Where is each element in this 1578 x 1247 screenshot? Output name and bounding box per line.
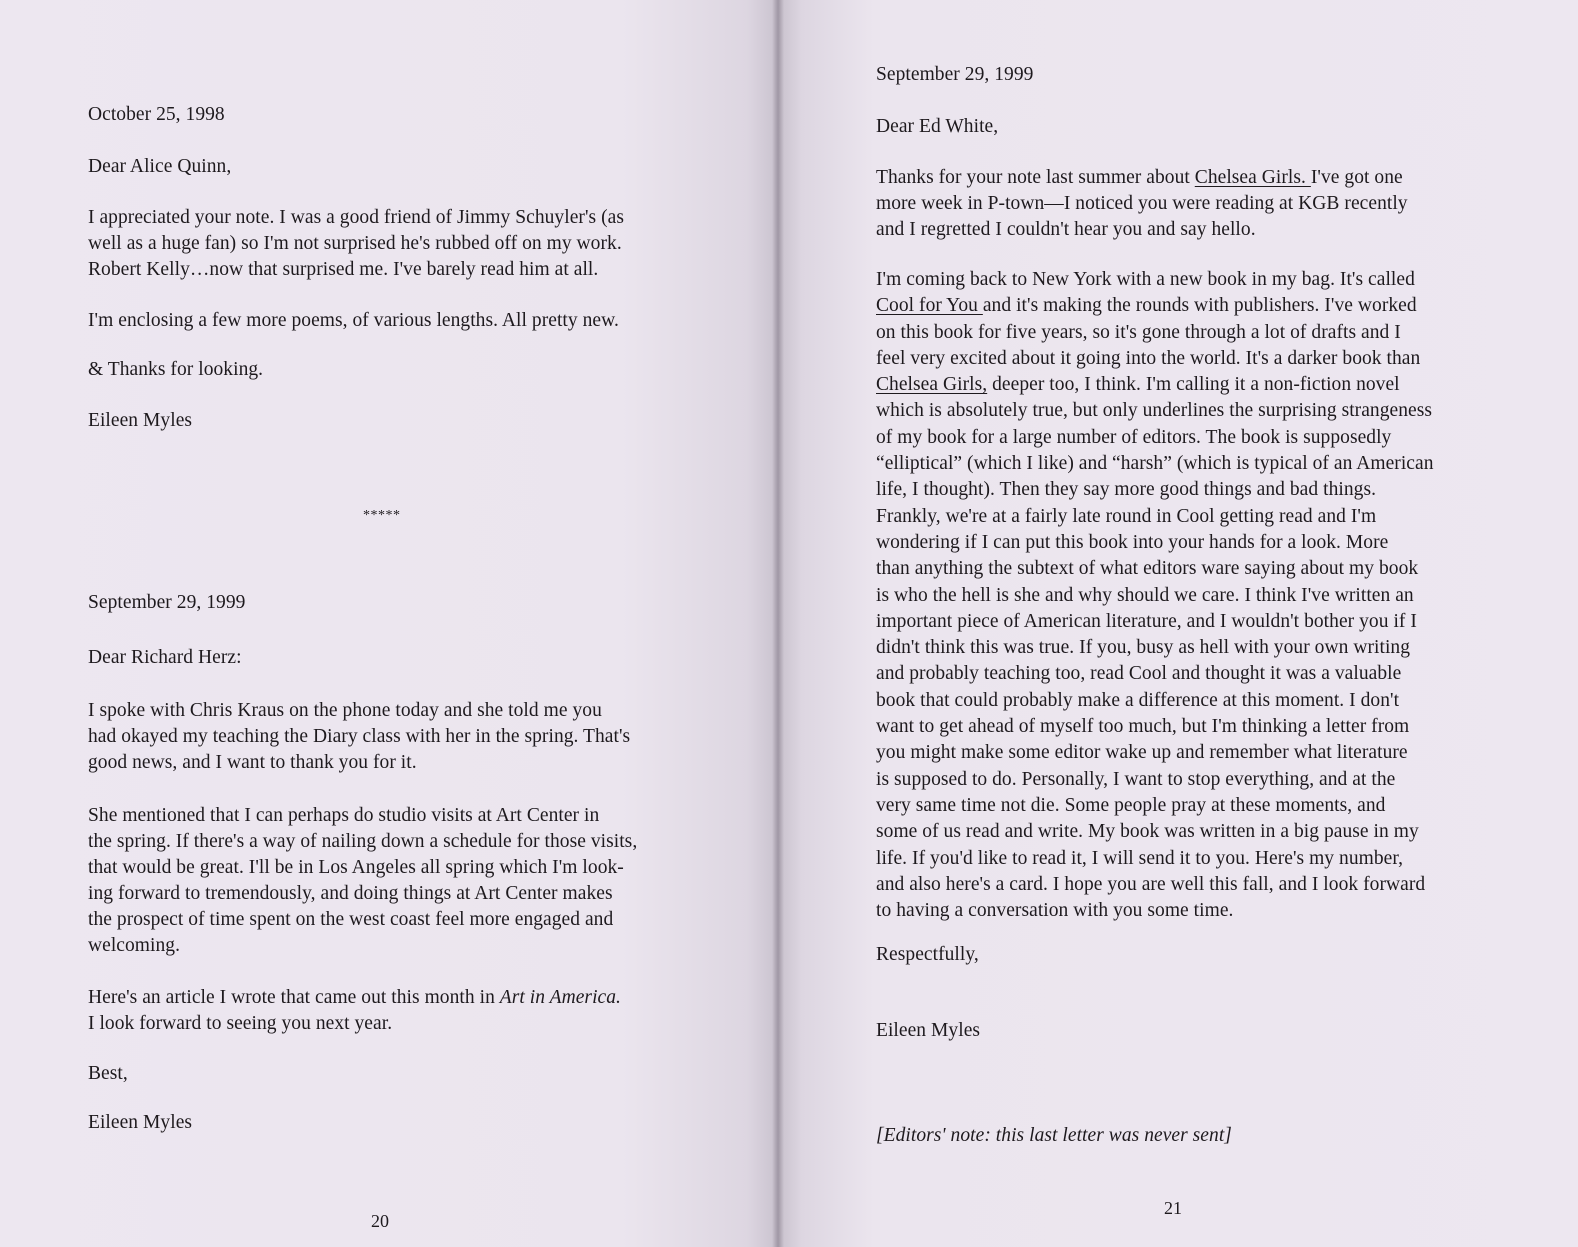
letter1-date: October 25, 1998 — [88, 104, 225, 125]
text-line: I spoke with Chris Kraus on the phone today and she told me you — [88, 700, 602, 721]
book-gutter — [772, 0, 784, 1247]
text-span: deeper too, I think. I'm calling it a non-fiction novel — [987, 374, 1400, 396]
text-line: book that could probably make a difference at this moment. I don't — [876, 689, 1400, 711]
text-line: life. If you'd like to read it, I will send it to you. Here's my number, — [876, 847, 1404, 869]
letter3-paragraph-1 — [876, 165, 1466, 243]
letter3-closing: Respectfully, — [876, 944, 979, 965]
text-span: Here's an article I wrote that came out this month in — [88, 987, 500, 1008]
text-line — [876, 293, 1466, 319]
text-line: that would be great. I'll be in Los Angeles all spring which I'm look- — [88, 857, 624, 878]
letter1-paragraph-2: I'm enclosing a few more poems, of various lengths. All pretty new. — [88, 310, 619, 331]
text-line: She mentioned that I can perhaps do studio visits at Art Center in — [88, 805, 600, 826]
text-line: is supposed to do. Personally, I want to stop everything, and at the — [876, 768, 1396, 790]
text-line: which is absolutely true, but only underlines the surprising strangeness — [876, 400, 1433, 422]
letter2-closing: Best, — [88, 1063, 128, 1084]
right-page — [778, 0, 1578, 1247]
text-line: had okayed my teaching the Diary class with her in the spring. That's — [88, 726, 631, 747]
text-line: well as a huge fan) so I'm not surprised he's rubbed off on my work. — [88, 233, 622, 254]
letter2-signature: Eileen Myles — [88, 1112, 193, 1133]
text-line: you might make some editor wake up and remember what literature — [876, 742, 1408, 764]
text-line: and also here's a card. I hope you are well this fall, and I look forward — [876, 873, 1426, 895]
text-line: than anything the subtext of what editors ware saying about my book — [876, 558, 1419, 580]
letter2-paragraph-1 — [88, 698, 688, 776]
letter2-date: September 29, 1999 — [88, 592, 246, 613]
letter3-paragraph-2 — [876, 267, 1466, 924]
text-line — [876, 372, 1466, 398]
letter1-signature: Eileen Myles — [88, 410, 193, 431]
text-line: I appreciated your note. I was a good friend of Jimmy Schuyler's (as — [88, 207, 624, 228]
text-line: good news, and I want to thank you for it. — [88, 752, 417, 773]
text-line: feel very excited about it going into the world. It's a darker book than — [876, 347, 1421, 369]
text-line: to having a conversation with you some time. — [876, 900, 1234, 922]
page-number-left: 20 — [371, 1211, 389, 1231]
text-line: some of us read and write. My book was written in a big pause in my — [876, 821, 1419, 843]
text-line: I'm coming back to New York with a new book in my bag. It's called — [876, 269, 1415, 290]
text-line: didn't think this was true. If you, busy as hell with your own writing — [876, 637, 1411, 659]
letter1-paragraph-1 — [88, 205, 688, 283]
text-line: of my book for a large number of editors. The book is supposedly — [876, 426, 1392, 448]
text-line — [88, 985, 688, 1011]
letter3-salutation: Dear Ed White, — [876, 116, 999, 137]
text-line: welcoming. — [88, 935, 181, 956]
book-title: Chelsea Girls, — [876, 374, 988, 396]
letter2-salutation: Dear Richard Herz: — [88, 647, 242, 668]
letter2-paragraph-3 — [88, 985, 688, 1037]
text-line: ing forward to tremendously, and doing things at Art Center makes — [88, 883, 613, 904]
text-line: want to get ahead of myself too much, but I'm thinking a letter from — [876, 716, 1410, 738]
text-line: “elliptical” (which I like) and “harsh” (which is typical of an American — [876, 453, 1434, 475]
text-line: wondering if I can put this book into your hands for a look. More — [876, 531, 1389, 553]
editors-note: [Editors' note: this last letter was never sent] — [876, 1125, 1232, 1146]
magazine-title: Art in America. — [499, 987, 621, 1008]
text-line: I look forward to seeing you next year. — [88, 1013, 393, 1034]
text-span: Thanks for your note last summer about — [876, 167, 1195, 188]
text-line: Frankly, we're at a fairly late round in Cool getting read and I'm — [876, 505, 1377, 527]
text-line: and probably teaching too, read Cool and thought it was a valuable — [876, 663, 1402, 685]
text-line: and I regretted I couldn't hear you and say hello. — [876, 219, 1256, 240]
section-separator: ***** — [363, 508, 401, 523]
text-line: very same time not die. Some people pray at these moments, and — [876, 794, 1386, 816]
letter1-paragraph-3: & Thanks for looking. — [88, 359, 264, 380]
text-line — [876, 165, 1466, 191]
book-title: Cool for You — [876, 295, 983, 317]
text-line: on this book for five years, so it's gone through a lot of drafts and I — [876, 321, 1401, 343]
text-line: Robert Kelly…now that surprised me. I've barely read him at all. — [88, 259, 599, 280]
page-number-right: 21 — [1164, 1198, 1182, 1218]
letter3-date: September 29, 1999 — [876, 64, 1034, 85]
letter2-paragraph-2 — [88, 803, 688, 959]
letter1-salutation: Dear Alice Quinn, — [88, 156, 232, 177]
text-span: I've got one — [1310, 167, 1403, 188]
text-line: the prospect of time spent on the west coast feel more engaged and — [88, 909, 614, 930]
letter3-signature: Eileen Myles — [876, 1020, 981, 1041]
text-span: and it's making the rounds with publishers. I've worked — [982, 295, 1417, 317]
book-title: Chelsea Girls. — [1194, 167, 1311, 188]
text-line: more week in P-town—I noticed you were reading at KGB recently — [876, 193, 1408, 214]
left-page — [0, 0, 778, 1247]
text-line: is who the hell is she and why should we care. I think I've written an — [876, 584, 1414, 606]
text-line: important piece of American literature, and I wouldn't bother you if I — [876, 610, 1417, 632]
text-line: the spring. If there's a way of nailing down a schedule for those visits, — [88, 831, 638, 852]
text-line: life, I thought). Then they say more good things and bad things. — [876, 479, 1377, 501]
